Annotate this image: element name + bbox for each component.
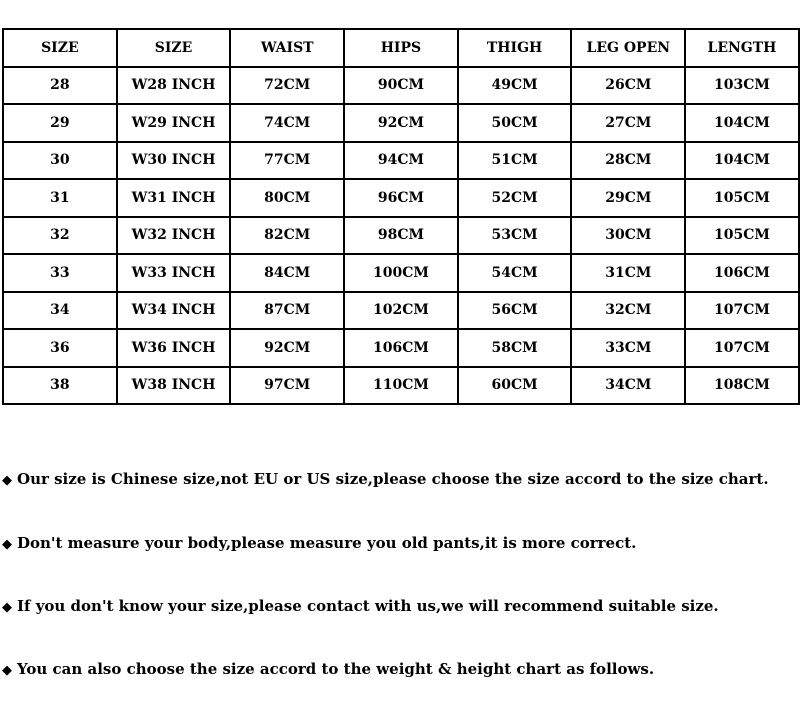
table-row <box>3 254 799 292</box>
cell-length: 107CM <box>685 292 799 330</box>
cell-leg-open: 33CM <box>571 329 685 367</box>
cell-thigh: 50CM <box>458 104 572 142</box>
cell-size: 38 <box>3 367 117 405</box>
cell-size-inch: W30 INCH <box>117 142 231 180</box>
cell-hips: 102CM <box>344 292 458 330</box>
cell-thigh: 56CM <box>458 292 572 330</box>
cell-thigh: 60CM <box>458 367 572 405</box>
header-leg-open: LEG OPEN <box>571 29 685 67</box>
diamond-bullet-icon: ◆ <box>2 600 12 615</box>
note-text: You can also choose the size accord to the weight & height chart as follows. <box>17 660 655 678</box>
note-text: If you don't know your size,please contact with us,we will recommend suitable size. <box>17 597 719 615</box>
cell-length: 108CM <box>685 367 799 405</box>
cell-size-inch: W33 INCH <box>117 254 231 292</box>
cell-length: 105CM <box>685 179 799 217</box>
table-row <box>3 142 799 180</box>
header-thigh: THIGH <box>458 29 572 67</box>
cell-size-inch: W28 INCH <box>117 67 231 105</box>
cell-waist: 84CM <box>230 254 344 292</box>
diamond-bullet-icon: ◆ <box>2 473 12 488</box>
cell-hips: 100CM <box>344 254 458 292</box>
cell-size: 33 <box>3 254 117 292</box>
cell-leg-open: 26CM <box>571 67 685 105</box>
table-row <box>3 367 799 405</box>
header-length: LENGTH <box>685 29 799 67</box>
cell-thigh: 49CM <box>458 67 572 105</box>
cell-waist: 77CM <box>230 142 344 180</box>
cell-thigh: 51CM <box>458 142 572 180</box>
cell-waist: 82CM <box>230 217 344 255</box>
cell-leg-open: 32CM <box>571 292 685 330</box>
cell-waist: 97CM <box>230 367 344 405</box>
cell-size: 29 <box>3 104 117 142</box>
note-item <box>2 534 636 554</box>
cell-hips: 98CM <box>344 217 458 255</box>
note-text: Our size is Chinese size,not EU or US size,please choose the size accord to the size chart. <box>17 470 769 488</box>
cell-thigh: 54CM <box>458 254 572 292</box>
cell-thigh: 53CM <box>458 217 572 255</box>
cell-thigh: 58CM <box>458 329 572 367</box>
diamond-bullet-icon: ◆ <box>2 537 12 552</box>
cell-size-inch: W36 INCH <box>117 329 231 367</box>
cell-length: 103CM <box>685 67 799 105</box>
cell-hips: 90CM <box>344 67 458 105</box>
cell-size: 36 <box>3 329 117 367</box>
cell-leg-open: 34CM <box>571 367 685 405</box>
header-size-number: SIZE <box>3 29 117 67</box>
cell-length: 106CM <box>685 254 799 292</box>
table-row <box>3 179 799 217</box>
cell-waist: 72CM <box>230 67 344 105</box>
cell-length: 104CM <box>685 142 799 180</box>
cell-leg-open: 31CM <box>571 254 685 292</box>
header-size-inch: SIZE <box>117 29 231 67</box>
cell-hips: 94CM <box>344 142 458 180</box>
cell-leg-open: 29CM <box>571 179 685 217</box>
cell-leg-open: 27CM <box>571 104 685 142</box>
cell-size-inch: W34 INCH <box>117 292 231 330</box>
cell-size: 31 <box>3 179 117 217</box>
cell-size-inch: W29 INCH <box>117 104 231 142</box>
cell-waist: 87CM <box>230 292 344 330</box>
cell-length: 104CM <box>685 104 799 142</box>
table-row <box>3 292 799 330</box>
header-hips: HIPS <box>344 29 458 67</box>
table-row <box>3 329 799 367</box>
cell-hips: 96CM <box>344 179 458 217</box>
header-waist: WAIST <box>230 29 344 67</box>
table-row <box>3 217 799 255</box>
cell-size: 34 <box>3 292 117 330</box>
cell-size: 28 <box>3 67 117 105</box>
cell-size-inch: W38 INCH <box>117 367 231 405</box>
note-item <box>2 660 654 680</box>
note-item <box>2 470 769 490</box>
cell-size: 32 <box>3 217 117 255</box>
cell-length: 107CM <box>685 329 799 367</box>
cell-size-inch: W32 INCH <box>117 217 231 255</box>
cell-size: 30 <box>3 142 117 180</box>
cell-thigh: 52CM <box>458 179 572 217</box>
table-header-row <box>3 29 799 67</box>
cell-size-inch: W31 INCH <box>117 179 231 217</box>
note-item <box>2 597 719 617</box>
cell-leg-open: 30CM <box>571 217 685 255</box>
cell-length: 105CM <box>685 217 799 255</box>
cell-hips: 106CM <box>344 329 458 367</box>
cell-hips: 92CM <box>344 104 458 142</box>
cell-leg-open: 28CM <box>571 142 685 180</box>
note-text: Don't measure your body,please measure you old pants,it is more correct. <box>17 534 637 552</box>
cell-hips: 110CM <box>344 367 458 405</box>
table-row <box>3 67 799 105</box>
diamond-bullet-icon: ◆ <box>2 663 12 678</box>
cell-waist: 80CM <box>230 179 344 217</box>
cell-waist: 74CM <box>230 104 344 142</box>
size-chart-table <box>2 28 800 405</box>
table-row <box>3 104 799 142</box>
cell-waist: 92CM <box>230 329 344 367</box>
